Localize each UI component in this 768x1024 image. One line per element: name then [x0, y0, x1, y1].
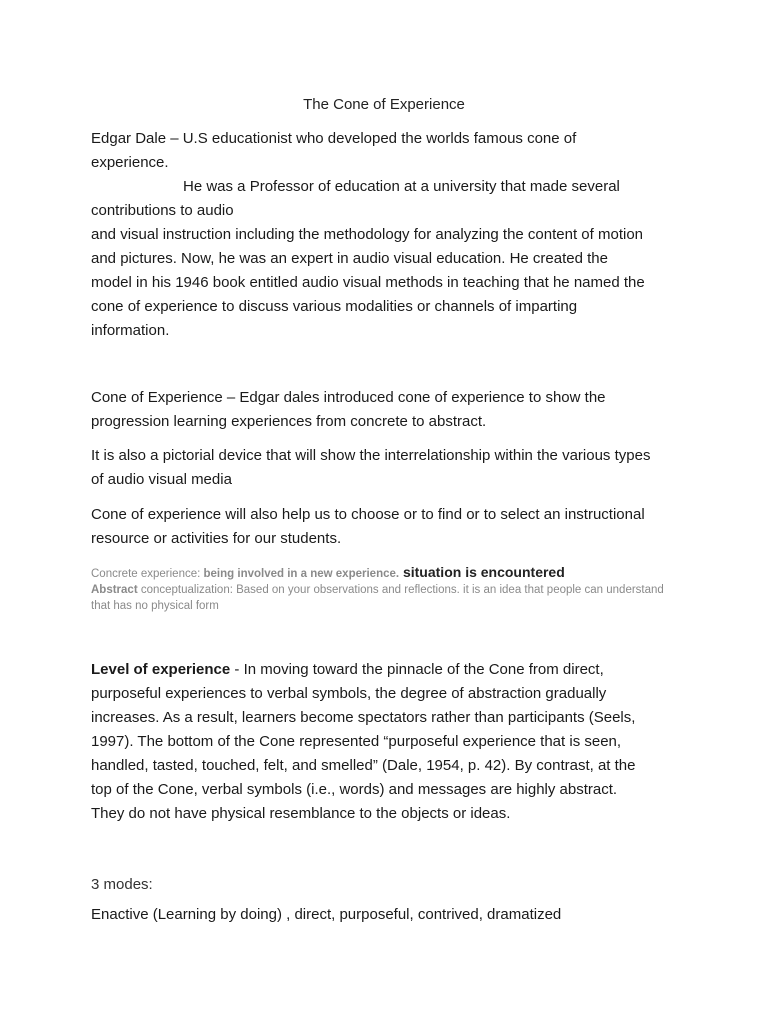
pasted-snippet	[91, 564, 671, 614]
help-choose-paragraph: Cone of experience will also help us to choose or to find or to select an instructional resource or activities for our students.	[91, 506, 645, 547]
intro-line-1: Edgar Dale – U.S educationist who developed the worlds famous cone of experience.	[91, 130, 577, 171]
modes-heading: 3 modes:	[91, 876, 153, 893]
intro-line-2: He was a Professor of education at a university that made several contributions to audio	[91, 178, 620, 219]
cone-definition-paragraph: Cone of Experience – Edgar dales introduced cone of experience to show the progression learning experiences from concrete to abstract.	[91, 389, 606, 430]
enactive-line: Enactive (Learning by doing) , direct, purposeful, contrived, dramatized	[91, 906, 562, 923]
intro-paragraph	[91, 127, 651, 343]
intro-line-3: and visual instruction including the methodology for analyzing the content of motion and pictures. Now, he was an expert in audio visual education. He created the model in his 1946 book entitled audio visual methods in teaching that he named the cone of experience to discuss various modalities or channels of imparting information.	[91, 226, 645, 339]
level-of-experience-paragraph	[91, 658, 651, 826]
abstract-text: conceptualization: Based on your observations and reflections. it is an idea that people can understand that has no physical form	[91, 584, 664, 612]
concrete-label: Concrete experience:	[91, 568, 204, 580]
page-title: The Cone of Experience	[303, 96, 465, 113]
abstract-label: Abstract	[91, 584, 138, 596]
level-of-experience-text: - In moving toward the pinnacle of the Cone from direct, purposeful experiences to verbal symbols, the degree of abstraction gradually increases. As a result, learners become spectators rather than participants (Seels, 1997). The bottom of the Cone represented “purposeful experience that is seen, handled, tasted, touched, felt, and smelled” (Dale, 1954, p. 42). By contrast, at the top of the Cone, verbal symbols (i.e., words) and messages are highly abstract. They do not have physical resemblance to the objects or ideas.	[91, 661, 636, 822]
concrete-bold: being involved in a new experience.	[203, 568, 400, 580]
pictorial-device-paragraph: It is also a pictorial device that will show the interrelationship within the various types of audio visual media	[91, 447, 651, 488]
level-of-experience-label: Level of experience	[91, 661, 231, 678]
situation-text: situation is encountered	[399, 564, 565, 580]
